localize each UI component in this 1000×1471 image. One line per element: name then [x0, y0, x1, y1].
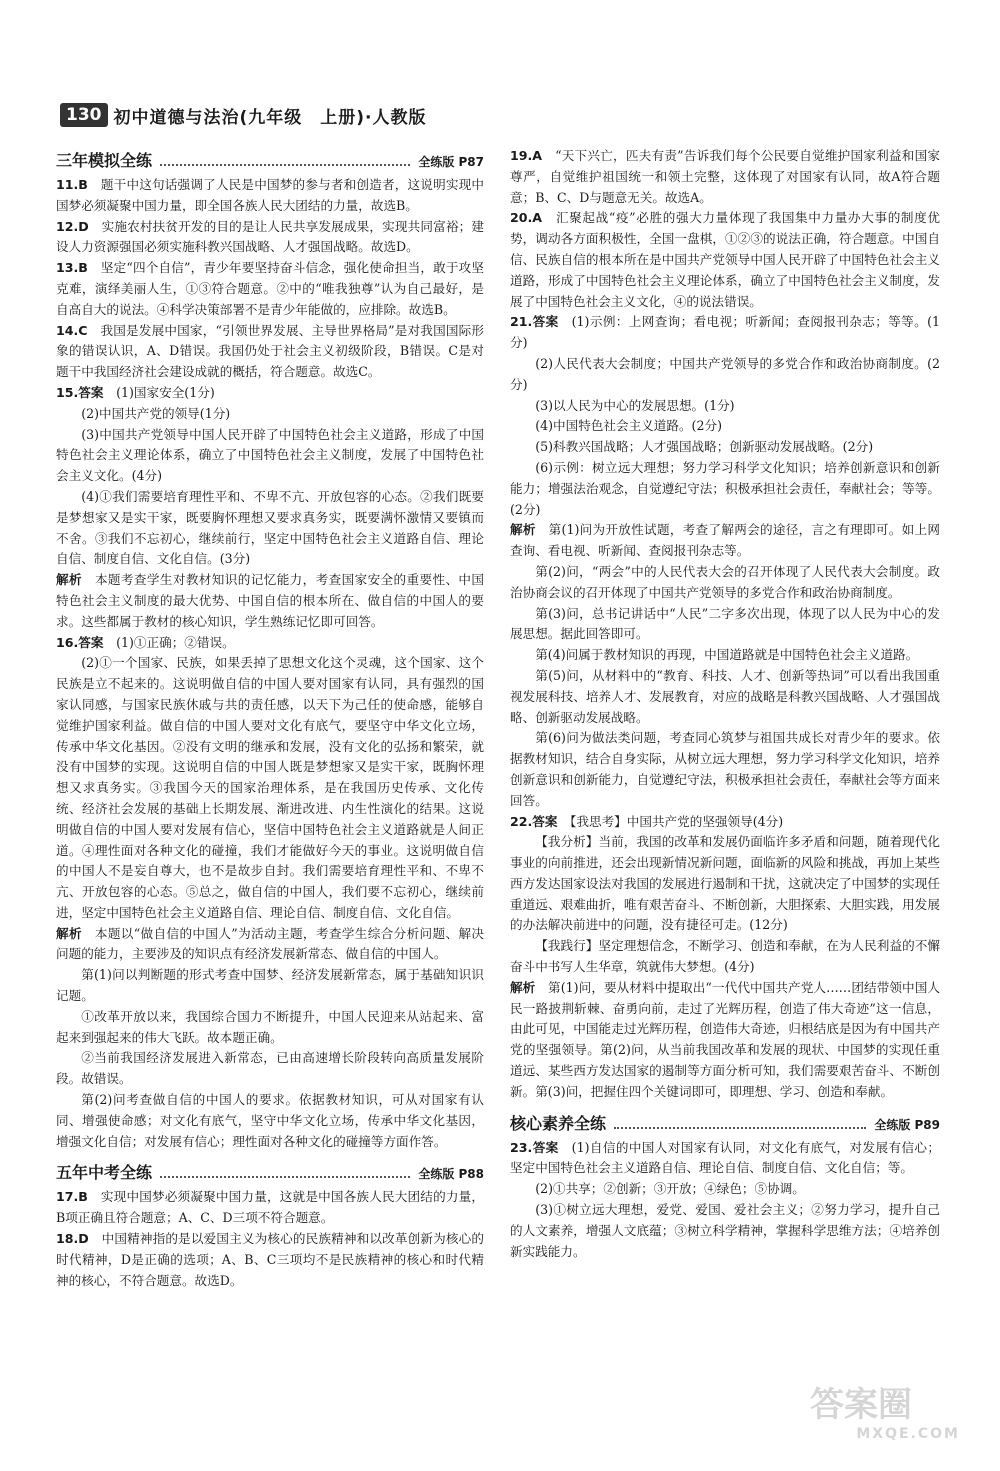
item-number: 21.答案 — [510, 314, 559, 330]
analysis-text: 本题以“做自信的中国人”为活动主题，考查学生综合分析问题、解决问题的能力，主要涉及的知识点有经济发展新常态、做自信的中国人。 — [56, 925, 484, 962]
item-number: 16.答案 — [56, 634, 104, 650]
answer-item-13 — [56, 258, 484, 320]
section-header-core-literacy — [510, 1111, 940, 1134]
item-text: (1)①正确；②错误。 — [116, 634, 235, 650]
answer-item-11 — [56, 175, 484, 217]
analysis-line: 第(2)问，“两会”中的人民代表大会的召开体现了人民代表大会制度。政治协商会议的召开体现了中国共产党领导的多党合作和政治协商制度。 — [510, 563, 940, 600]
item-text: (1)自信的中国人对国家有认同，对文化有底气，对发展有信心；坚定中国特色社会主义道路自信、理论自信、制度自信、文化自信；等。 — [510, 1139, 941, 1176]
analysis-line: 第(5)问，从材料中的“教育、科技、人才、创新等热词”可以看出我国重视发展科技、培养人才、发展教育，对应的战略是科教兴国战略、人才强国战略、创新驱动发展战略。 — [510, 667, 940, 725]
item-number: 23.答案 — [510, 1139, 559, 1155]
answer-line: (6)示例：树立远大理想；努力学习科学文化知识；培养创新意识和创新能力；增强法治观念，自觉遵纪守法；积极承担社会责任，奉献社会；等等。(2分) — [510, 459, 940, 517]
analysis-22 — [510, 978, 940, 1103]
section-page-ref: 全练版 P89 — [874, 1117, 940, 1132]
analysis-21 — [510, 520, 940, 562]
section-title: 核心素养全练 — [510, 1113, 607, 1133]
answer-line: 【我践行】坚定理想信念，不断学习、创造和奉献，在为人民利益的不懈奋斗中书写人生华章，筑就伟大梦想。(4分) — [510, 938, 940, 975]
analysis-label: 解析 — [510, 979, 536, 995]
item-number: 13.B — [56, 260, 88, 276]
item-text: 【我思考】中国共产党的坚强领导(4分) — [570, 813, 784, 829]
analysis-15 — [56, 570, 484, 632]
analysis-line: ②当前我国经济发展进入新常态，已由高速增长阶段转向高质量发展阶段。故错误。 — [56, 1050, 484, 1087]
answer-item-19 — [510, 146, 940, 208]
answer-line: (2)①一个国家、民族，如果丢掉了思想文化这个灵魂，这个国家、这个民族是立不起来的。这说明做自信的中国人要对国家有认同，具有强烈的国家认同感，与国家民族休戚与共的责任感，以天下为己任的使命感，能够自觉维护国家利益。做自信的中国人要对文化有底气，要坚守中华文化立场，传承中华文化基因。②没有文明的继承和发展，没有文化的弘扬和繁荣，就没有中国梦的实现。这说明自信的中国人既是梦想家又是实干家，既胸怀理想又求真务实。③我国今天的国家治理体系，是在我国历史传承、文化传统、经济社会发展的基础上长期发展、渐进改进、内生性演化的结果。这说明做自信的中国人要对发展有信心，坚信中国特色社会主义道路就是人间正道。④理性面对各种文化的碰撞，我们才能做好今天的事业。这说明做自信的中国人不是妄自尊大，也不是故步自封。我们需要培育理性平和、不卑不亢、开放包容的心态。⑤总之，做自信的中国人，我们要不忘初心，继续前进，坚定中国特色社会主义道路自信、理论自信、制度自信、文化自信。 — [56, 655, 484, 920]
item-text: 实施农村扶贫开发的目的是让人民共享发展成果，实现共同富裕；建设人力资源强国必须实施科教兴国战略、人才强国战略。故选D。 — [56, 218, 485, 255]
analysis-label: 解析 — [56, 925, 82, 941]
analysis-line: 第(3)问，总书记讲话中“人民”二字多次出现，体现了以人民为中心的发展思想。据此回答即可。 — [510, 605, 940, 642]
answer-item-16 — [56, 633, 484, 654]
analysis-line: 第(2)问考查做自信的中国人的要求。依据教材知识，可从对国家有认同、增强使命感；对文化有底气，坚守中华文化立场，传承中华文化基因，增强文化自信；对发展有信心；理性面对各种文化的碰撞等方面作答。 — [56, 1092, 484, 1149]
analysis-label: 解析 — [56, 572, 82, 588]
answer-line: (3)中国共产党领导中国人民开辟了中国特色社会主义道路，形成了中国特色社会主义理论体系，确立了中国特色社会主义制度，发展了中国特色社会主义文化。(4分) — [56, 426, 484, 484]
answer-line: (2)①共享；②创新；③开放；④绿色；⑤协调。 — [535, 1181, 805, 1197]
section-divider — [614, 1127, 866, 1129]
item-text: (1)国家安全(1分) — [116, 384, 215, 400]
analysis-text: 本题考查学生对教材知识的记忆能力，考查国家安全的重要性、中国特色社会主义制度的最大优势、中国自信的根本所在、做自信的中国人的要求。这些都属于教材的核心知识，学生熟练记忆即可回答。 — [56, 572, 485, 629]
analysis-line: ①改革开放以来，我国综合国力不断提升，中国人民迎来从站起来、富起来到强起来的伟大飞跃。故本题正确。 — [56, 1008, 484, 1045]
answer-line: (4)中国特色社会主义道路。(2分) — [535, 418, 722, 434]
analysis-line: 第(4)问属于教材知识的再现，中国道路就是中国特色社会主义道路。 — [535, 647, 919, 663]
right-column — [510, 146, 940, 1262]
answer-line: (2)人民代表大会制度；中国共产党领导的多党合作和政治协商制度。(2分) — [510, 355, 940, 392]
analysis-line: 第(1)问以判断题的形式考查中国梦、经济发展新常态，属于基础知识识记题。 — [56, 967, 484, 1004]
answer-item-14 — [56, 321, 484, 383]
answer-line: 【我分析】当前，我国的改革和发展仍面临许多矛盾和问题，随着现代化事业的向前推进，还会出现新情况新问题，面临新的风险和挑战，再加上某些西方发达国家设法对我国的发展进行遏制和干扰，这就决定了中国梦的实现任重道远、艰难曲折，唯有艰苦奋斗、不断创新，大胆探索、大胆实践，用发展的办法解决前进中的问题，没有捷径可走。(12分) — [510, 834, 940, 933]
item-text: 中国精神指的是以爱国主义为核心的民族精神和以改革创新为核心的时代精神，D是正确的选项；A、B、C三项均不是民族精神的核心和时代精神的核心，不符合题意。故选D。 — [56, 1231, 485, 1288]
answer-item-23 — [510, 1138, 940, 1180]
watermark-text: 答案圈 — [810, 1385, 912, 1425]
analysis-line: 第(6)问为做法类问题，考查同心筑梦与祖国共成长对青少年的要求。依据教材知识，结合自身实际，从树立远大理想，努力学习科学文化知识，培养创新意识和创新能力，自觉遵纪守法，积极承担社会责任，奉献社会等方面来回答。 — [510, 730, 940, 808]
section-page-ref: 全练版 P87 — [418, 155, 484, 169]
answer-line: (3)以人民为中心的发展思想。(1分) — [535, 397, 735, 413]
item-number: 18.D — [56, 1231, 89, 1247]
section-header-five-year — [56, 1160, 484, 1183]
item-text: 汇聚起战“疫”必胜的强大力量体现了我国集中力量办大事的制度优势，调动各方面积极性，全国一盘棋，①②③的说法正确，符合题意。中国自信、民族自信的根本所在是中国共产党领导中国人民开辟了中国特色社会主义道路，形成了中国特色社会主义理论体系，确立了中国特色社会主义制度，发展了中国特色社会主义文化，④的说法错误。 — [510, 210, 940, 309]
analysis-16 — [56, 924, 484, 966]
answer-line: (4)①我们需要培育理性平和、不卑不亢、开放包容的心态。②我们既要是梦想家又是实干家，既要胸怀理想又要求真务实，既要满怀激情又要镇而不舍。③我们不忘初心，继续前行，坚定中国特色社会主义道路自信、理论自信、制度自信、文化自信。(3分) — [56, 488, 484, 567]
item-number: 20.A — [510, 210, 543, 226]
item-number: 15.答案 — [56, 384, 104, 400]
section-divider — [160, 1176, 410, 1178]
answer-line: (2)中国共产党的领导(1分) — [81, 405, 231, 421]
analysis-label: 解析 — [510, 522, 536, 538]
section-header-three-year — [56, 148, 484, 171]
item-number: 22.答案 — [510, 813, 558, 829]
page-number: 130 — [60, 103, 108, 127]
item-number: 14.C — [56, 322, 88, 338]
answer-item-12 — [56, 217, 484, 259]
answer-line: (3)①树立远大理想，爱党、爱国、爱社会主义；②努力学习，提升自己的人文素养，增强人文底蕴；③树立科学精神，掌握科学思维方法；④培养创新实践能力。 — [510, 1202, 940, 1259]
answer-item-20 — [510, 208, 940, 312]
item-number: 12.D — [56, 218, 89, 234]
item-number: 11.B — [56, 177, 88, 192]
item-text: 我国是发展中国家，“引领世界发展、主导世界格局”是对我国国际形象的错误认识，A、D错误。我国仍处于社会主义初级阶段，B错误。C是对题干中我国经济社会建设成就的概括，符合题意。故选C。 — [56, 322, 484, 380]
analysis-text: 第(1)问为开放性试题，考查了解两会的途径，言之有理即可。如上网查询、看电视、听新闻、查阅报刊杂志等。 — [510, 522, 941, 559]
item-text: “天下兴亡，匹夫有责”告诉我们每个公民要自觉维护国家利益和国家尊严，自觉维护祖国统一和领土完整，这体现了对国家有认同，故A符合题意；B、C、D与题意无关。故选A。 — [510, 148, 940, 205]
answer-item-22 — [510, 812, 940, 833]
item-text: 题干中这句话强调了人民是中国梦的参与者和创造者，这说明实现中国梦必须凝聚中国力量，即全国各族人民大团结的力量，故选B。 — [56, 177, 485, 213]
item-text: (1)示例：上网查询；看电视；听新闻；查阅报刊杂志；等等。(1分) — [510, 314, 941, 351]
book-title: 初中道德与法治(九年级 上册)·人教版 — [113, 107, 427, 128]
item-number: 17.B — [56, 1189, 88, 1205]
section-title: 五年中考全练 — [56, 1163, 153, 1183]
section-title: 三年模拟全练 — [56, 151, 153, 170]
answer-item-15 — [56, 383, 484, 404]
section-page-ref: 全练版 P88 — [418, 1167, 484, 1182]
answer-item-18 — [56, 1229, 484, 1291]
answer-line: (5)科教兴国战略；人才强国战略；创新驱动发展战略。(2分) — [535, 439, 874, 455]
left-column — [56, 146, 484, 1291]
answer-item-17 — [56, 1187, 484, 1229]
item-text: 坚定“四个自信”，青少年要坚持奋斗信念，强化使命担当，敢于攻坚克难，演绎美丽人生，①③符合题意。②中的“唯我独尊”认为自己最好，是自高自大的说法。④科学决策部署不是青少年能做的，应排除。故选B。 — [56, 260, 484, 317]
watermark-url: MXQE.COM — [856, 1426, 960, 1442]
analysis-text: 第(1)问，要从材料中提取出“一代代中国共产党人……团结带领中国人民一路披荆斩棘、奋勇向前，走过了光辉历程，创造了伟大奇迹”这一信息，由此可见，中国能走过光辉历程，创造伟大奇迹，归根结底是因为有中国共产党的坚强领导。第(2)问，从当前我国改革和发展的现状、中国梦的实现任重道远、某些西方发达国家的遏制等方面分析可知，我们需要艰苦奋斗、不断创新。第(3)问，把握住四个关键词即可，即理想、学习、创造和奉献。 — [510, 979, 941, 1099]
answer-item-21 — [510, 312, 940, 354]
item-text: 实现中国梦必须凝聚中国力量，这就是中国各族人民大团结的力量，B项正确且符合题意；A、C、D三项不符合题意。 — [56, 1189, 485, 1226]
section-divider — [160, 164, 410, 166]
page-header — [60, 100, 427, 130]
watermark-logo — [810, 1377, 960, 1441]
item-number: 19.A — [510, 148, 543, 163]
